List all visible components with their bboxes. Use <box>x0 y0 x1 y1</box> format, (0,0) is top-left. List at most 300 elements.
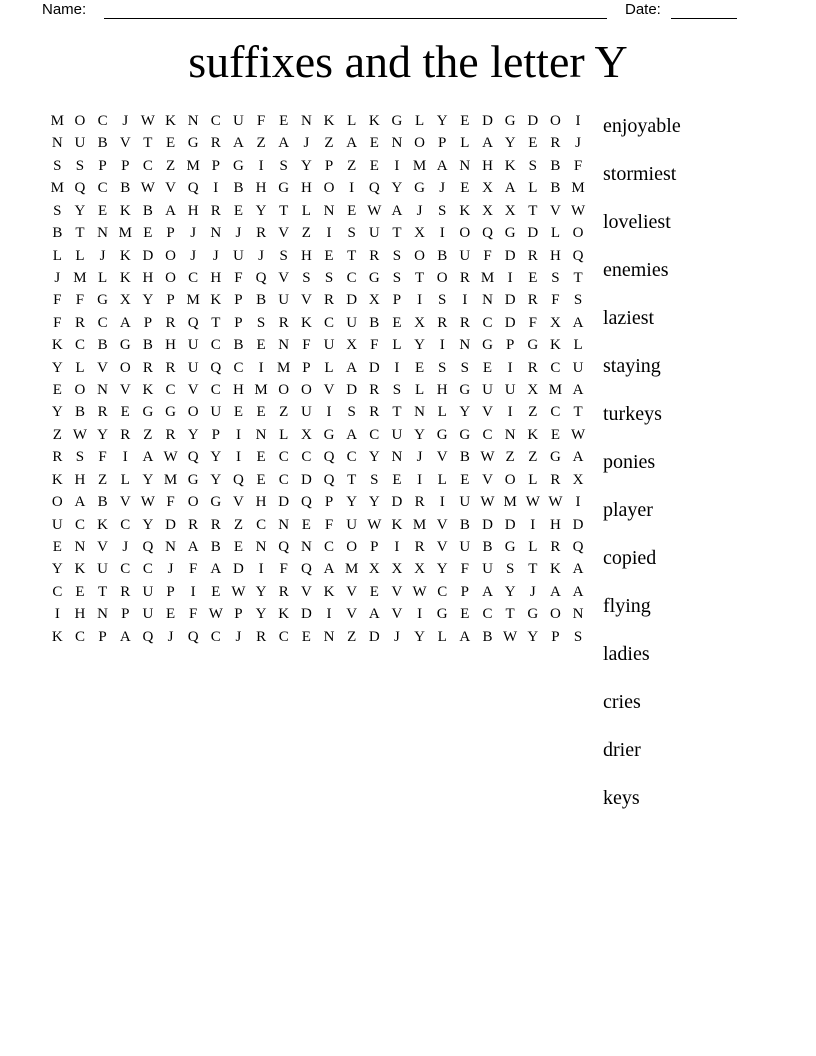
grid-cell: L <box>528 180 538 197</box>
grid-cell: A <box>187 539 199 556</box>
grid-cell: M <box>412 516 427 533</box>
grid-cell: C <box>369 426 380 443</box>
grid-cell: H <box>142 269 154 286</box>
grid-cell: A <box>165 202 176 219</box>
grid-cell: U <box>391 426 403 443</box>
grid-cell: V <box>549 202 561 219</box>
grid-cell: M <box>73 269 87 286</box>
grid-cell: G <box>527 337 539 354</box>
grid-cell: I <box>575 494 581 511</box>
word-list-item: enjoyable <box>603 115 681 137</box>
grid-cell: Y <box>210 471 222 488</box>
grid-cell: R <box>369 382 380 399</box>
grid-cell: A <box>549 583 561 600</box>
grid-cell: G <box>436 606 448 623</box>
grid-cell: C <box>188 269 199 286</box>
grid-cell: U <box>233 247 244 264</box>
grid-cell: X <box>368 292 380 309</box>
grid-cell: K <box>527 426 539 443</box>
grid-cell: D <box>527 225 539 242</box>
grid-cell: E <box>165 135 176 152</box>
grid-cell: E <box>482 359 493 376</box>
grid-cell: B <box>550 180 561 197</box>
grid-cell: B <box>256 292 267 309</box>
grid-cell: J <box>54 269 61 286</box>
grid-cell: Y <box>300 157 312 174</box>
grid-cell: J <box>167 628 174 645</box>
grid-cell: S <box>392 269 402 286</box>
grid-cell: P <box>166 292 175 309</box>
grid-cell: C <box>278 471 289 488</box>
grid-cell: L <box>324 359 334 376</box>
grid-cell: E <box>256 471 266 488</box>
grid-cell: L <box>437 471 447 488</box>
grid-cell: C <box>482 314 493 331</box>
grid-cell: K <box>549 337 561 354</box>
grid-cell: A <box>210 561 222 578</box>
grid-cell: I <box>394 539 400 556</box>
grid-cell: Q <box>278 539 290 556</box>
grid-cell: J <box>212 247 219 264</box>
grid-cell: R <box>369 404 380 421</box>
grid-cell: A <box>368 606 380 623</box>
grid-cell: B <box>74 404 85 421</box>
grid-cell: Z <box>505 449 515 466</box>
grid-cell: W <box>140 113 155 129</box>
grid-cell: T <box>279 202 289 219</box>
grid-row <box>46 379 589 401</box>
grid-cell: D <box>527 113 539 129</box>
grid-cell: L <box>347 113 357 129</box>
grid-cell: Q <box>300 494 312 511</box>
grid-cell: U <box>482 561 493 578</box>
grid-cell: P <box>302 359 311 376</box>
grid-cell: I <box>326 606 332 623</box>
grid-cell: C <box>210 628 221 645</box>
grid-cell: T <box>211 314 221 331</box>
grid-cell: B <box>97 135 108 152</box>
grid-cell: U <box>504 382 516 399</box>
grid-cell: D <box>368 359 380 376</box>
grid-cell: S <box>573 292 583 309</box>
grid-cell: R <box>278 314 289 331</box>
grid-cell: S <box>370 471 379 488</box>
grid-cell: V <box>346 583 358 600</box>
grid-cell: C <box>97 314 108 331</box>
grid-cell: W <box>548 494 563 511</box>
grid-cell: T <box>573 404 583 421</box>
grid-cell: Y <box>74 202 86 219</box>
grid-cell: Y <box>436 561 448 578</box>
grid-cell: U <box>323 337 335 354</box>
grid-cell: A <box>572 449 584 466</box>
grid-cell: B <box>233 180 244 197</box>
grid-cell: L <box>528 539 538 556</box>
grid-cell: L <box>528 471 538 488</box>
grid-cell: T <box>528 202 538 219</box>
grid-cell: W <box>570 202 586 219</box>
grid-cell: A <box>572 583 584 600</box>
grid-cell: S <box>256 314 266 331</box>
grid-cell: I <box>417 292 423 309</box>
grid-cell: U <box>459 494 471 511</box>
grid-cell: D <box>391 494 403 511</box>
grid-cell: D <box>482 113 493 129</box>
grid-cell: H <box>255 494 267 511</box>
grid-cell: U <box>51 516 63 533</box>
grid-cell: S <box>505 561 515 578</box>
grid-cell: U <box>572 359 584 376</box>
date-label: Date: <box>625 1 661 18</box>
grid-cell: I <box>394 359 400 376</box>
grid-row <box>46 491 589 513</box>
grid-cell: W <box>480 449 495 466</box>
grid-cell: I <box>439 225 445 242</box>
grid-cell: B <box>550 157 561 174</box>
grid-cell: C <box>437 583 448 600</box>
grid-cell: W <box>367 202 382 219</box>
grid-cell: V <box>436 449 448 466</box>
grid-cell: U <box>142 583 154 600</box>
grid-cell: N <box>278 337 290 354</box>
grid-cell: M <box>480 269 495 286</box>
word-list-item: laziest <box>603 307 655 329</box>
grid-cell: K <box>459 202 471 219</box>
grid-cell: V <box>482 404 493 421</box>
grid-cell: V <box>278 225 290 242</box>
grid-cell: N <box>300 539 312 556</box>
grid-cell: B <box>142 337 153 354</box>
grid-cell: V <box>323 382 335 399</box>
grid-cell: C <box>301 449 312 466</box>
grid-cell: N <box>391 449 403 466</box>
grid-cell: U <box>346 516 358 533</box>
grid-cell: S <box>324 269 334 286</box>
grid-cell: O <box>414 135 425 152</box>
grid-cell: U <box>97 561 109 578</box>
grid-cell: O <box>323 180 335 197</box>
grid-cell: I <box>507 404 513 421</box>
grid-cell: L <box>437 404 447 421</box>
grid-cell: D <box>300 606 312 623</box>
grid-cell: I <box>235 449 241 466</box>
grid-cell: R <box>256 628 267 645</box>
grid-cell: D <box>142 247 154 264</box>
word-list-item: cries <box>603 691 641 713</box>
grid-cell: J <box>99 247 106 264</box>
grid-cell: B <box>437 247 448 264</box>
grid-cell: O <box>414 247 425 264</box>
grid-cell: V <box>300 583 312 600</box>
grid-cell: U <box>74 135 86 152</box>
grid-cell: G <box>391 113 403 129</box>
grid-cell: S <box>75 449 85 466</box>
grid-cell: F <box>188 561 198 578</box>
grid-cell: S <box>279 247 288 264</box>
grid-cell: V <box>482 471 493 488</box>
grid-cell: E <box>392 314 402 331</box>
grid-cell: R <box>120 426 131 443</box>
grid-cell: N <box>391 135 403 152</box>
grid-cell: N <box>323 202 335 219</box>
grid-cell: V <box>119 135 131 152</box>
grid-cell: N <box>504 426 516 443</box>
grid-cell: D <box>572 516 584 533</box>
grid-cell: F <box>460 561 470 578</box>
grid-cell: N <box>74 539 86 556</box>
grid-cell: Y <box>414 426 425 443</box>
grid-cell: E <box>460 180 470 197</box>
grid-cell: W <box>140 494 155 511</box>
grid-cell: C <box>550 359 561 376</box>
grid-cell: O <box>278 382 290 399</box>
grid-cell: W <box>503 628 518 645</box>
grid-cell: Y <box>51 404 63 421</box>
grid-cell: X <box>368 561 380 578</box>
grid-cell: G <box>436 426 448 443</box>
grid-cell: I <box>326 404 332 421</box>
grid-cell: J <box>575 135 581 152</box>
grid-cell: K <box>391 516 403 533</box>
grid-cell: O <box>119 359 131 376</box>
grid-cell: L <box>75 359 85 376</box>
grid-cell: Y <box>414 337 425 354</box>
grid-cell: Z <box>256 135 266 152</box>
grid-cell: I <box>190 583 196 600</box>
grid-cell: Y <box>97 426 109 443</box>
grid-cell: P <box>505 337 515 354</box>
grid-cell: N <box>97 606 109 623</box>
grid-cell: I <box>235 426 241 443</box>
grid-row <box>46 357 589 379</box>
grid-cell: G <box>527 606 539 623</box>
grid-cell: R <box>527 292 538 309</box>
grid-cell: W <box>208 606 223 623</box>
grid-cell: X <box>549 314 561 331</box>
grid-cell: S <box>573 628 583 645</box>
grid-cell: R <box>256 225 267 242</box>
grid-cell: J <box>439 180 446 197</box>
grid-cell: A <box>74 494 86 511</box>
grid-cell: A <box>459 628 471 645</box>
grid-cell: B <box>97 494 108 511</box>
grid-row <box>46 401 589 423</box>
grid-cell: I <box>507 359 513 376</box>
grid-cell: A <box>142 449 154 466</box>
grid-cell: O <box>459 225 471 242</box>
grid-cell: X <box>414 225 425 242</box>
grid-cell: O <box>165 247 176 264</box>
grid-cell: V <box>300 292 312 309</box>
grid-cell: P <box>98 628 107 645</box>
grid-cell: U <box>278 292 290 309</box>
grid-cell: P <box>121 157 130 174</box>
grid-cell: B <box>210 539 221 556</box>
grid-cell: X <box>346 337 358 354</box>
grid-cell: O <box>51 494 63 511</box>
grid-cell: Y <box>255 583 267 600</box>
grid-cell: A <box>482 135 493 152</box>
grid-cell: N <box>255 539 267 556</box>
grid-cell: G <box>323 426 335 443</box>
grid-cell: J <box>529 583 536 600</box>
grid-cell: V <box>187 382 199 399</box>
grid-row <box>46 200 589 222</box>
grid-cell: V <box>233 494 244 511</box>
grid-cell: Q <box>323 471 335 488</box>
grid-cell: G <box>549 449 561 466</box>
grid-cell: V <box>346 606 358 623</box>
word-list-item: staying <box>603 355 661 377</box>
grid-cell: C <box>97 180 108 197</box>
grid-cell: T <box>573 269 583 286</box>
grid-cell: E <box>233 539 244 556</box>
grid-cell: L <box>414 113 425 129</box>
grid-cell: L <box>52 247 62 264</box>
word-list-item: ladies <box>603 643 650 665</box>
grid-cell: J <box>258 247 264 264</box>
grid-cell: E <box>392 471 402 488</box>
grid-cell: Q <box>255 269 267 286</box>
grid-cell: A <box>119 314 131 331</box>
grid-cell: P <box>438 135 447 152</box>
grid-cell: E <box>211 583 221 600</box>
grid-cell: F <box>324 516 334 533</box>
grid-cell: U <box>187 359 199 376</box>
grid-cell: C <box>324 314 335 331</box>
grid-cell: A <box>278 135 290 152</box>
grid-row <box>46 177 589 199</box>
grid-cell: P <box>234 314 243 331</box>
grid-cell: R <box>120 583 131 600</box>
grid-cell: Q <box>482 225 493 242</box>
grid-cell: B <box>369 314 380 331</box>
grid-cell: F <box>53 292 62 309</box>
grid-cell: E <box>460 113 470 129</box>
grid-cell: T <box>98 583 108 600</box>
grid-cell: U <box>459 247 471 264</box>
grid-cell: S <box>528 157 537 174</box>
grid-cell: C <box>142 561 153 578</box>
grid-cell: F <box>188 606 198 623</box>
grid-cell: K <box>119 247 131 264</box>
grid-cell: O <box>549 606 561 623</box>
grid-cell: S <box>347 404 356 421</box>
grid-row <box>46 110 589 132</box>
grid-cell: C <box>346 449 357 466</box>
grid-cell: W <box>231 583 246 600</box>
grid-cell: O <box>504 471 516 488</box>
grid-row <box>46 155 589 177</box>
word-list-item: keys <box>603 787 640 809</box>
grid-cell: Z <box>233 516 244 533</box>
grid-cell: K <box>323 113 335 129</box>
grid-cell: J <box>190 247 197 264</box>
grid-cell: P <box>324 157 334 174</box>
grid-cell: L <box>75 247 85 264</box>
grid-row <box>46 289 589 311</box>
grid-row <box>46 312 589 334</box>
grid-cell: I <box>417 471 423 488</box>
grid-cell: H <box>436 382 448 399</box>
grid-row <box>46 514 589 536</box>
word-list-item: player <box>603 499 653 521</box>
grid-cell: Y <box>187 426 199 443</box>
grid-cell: Z <box>528 404 538 421</box>
grid-cell: C <box>74 628 85 645</box>
grid-cell: A <box>436 157 448 174</box>
grid-cell: A <box>572 314 584 331</box>
grid-cell: B <box>52 225 63 242</box>
grid-cell: B <box>482 539 493 556</box>
grid-cell: H <box>74 606 86 623</box>
grid-cell: O <box>300 382 312 399</box>
grid-cell: G <box>165 404 176 421</box>
page-title: suffixes and the letter Y <box>188 36 628 87</box>
grid-cell: C <box>165 382 176 399</box>
grid-cell: C <box>210 382 221 399</box>
grid-cell: K <box>323 583 335 600</box>
grid-cell: X <box>391 561 403 578</box>
grid-cell: K <box>142 382 154 399</box>
grid-cell: A <box>346 359 358 376</box>
grid-cell: Y <box>436 113 448 129</box>
grid-row <box>46 446 589 468</box>
grid-cell: Y <box>459 404 471 421</box>
grid-cell: Z <box>279 404 289 421</box>
grid-cell: F <box>573 157 583 174</box>
grid-cell: G <box>504 113 516 129</box>
grid-cell: I <box>530 516 536 533</box>
grid-cell: C <box>233 359 244 376</box>
word-list-item: stormiest <box>603 163 677 185</box>
grid-cell: P <box>370 539 379 556</box>
grid-cell: E <box>369 583 379 600</box>
word-list-item: drier <box>603 739 641 761</box>
grid-cell: I <box>439 337 445 354</box>
grid-cell: T <box>392 404 402 421</box>
grid-cell: V <box>165 180 176 197</box>
grid-cell: E <box>233 202 244 219</box>
grid-cell: L <box>392 337 402 354</box>
grid-cell: I <box>258 359 264 376</box>
grid-cell: C <box>120 516 131 533</box>
grid-cell: P <box>234 292 243 309</box>
grid-cell: M <box>186 157 200 174</box>
grid-cell: N <box>300 113 312 129</box>
grid-cell: C <box>74 516 85 533</box>
grid-cell: R <box>550 539 561 556</box>
grid-cell: N <box>323 628 335 645</box>
grid-cell: S <box>438 202 447 219</box>
grid-cell: I <box>417 606 423 623</box>
grid-cell: V <box>278 269 290 286</box>
grid-cell: Q <box>233 471 244 488</box>
grid-cell: K <box>51 628 63 645</box>
grid-row <box>46 469 589 491</box>
grid-cell: M <box>50 113 64 129</box>
grid-cell: N <box>278 516 290 533</box>
grid-cell: R <box>527 247 538 264</box>
grid-cell: U <box>346 314 358 331</box>
grid-cell: E <box>369 157 379 174</box>
grid-cell: N <box>187 113 199 129</box>
grid-cell: R <box>165 314 176 331</box>
grid-cell: G <box>97 292 109 309</box>
grid-cell: E <box>256 337 266 354</box>
grid-cell: L <box>279 426 289 443</box>
grid-cell: M <box>503 494 517 511</box>
